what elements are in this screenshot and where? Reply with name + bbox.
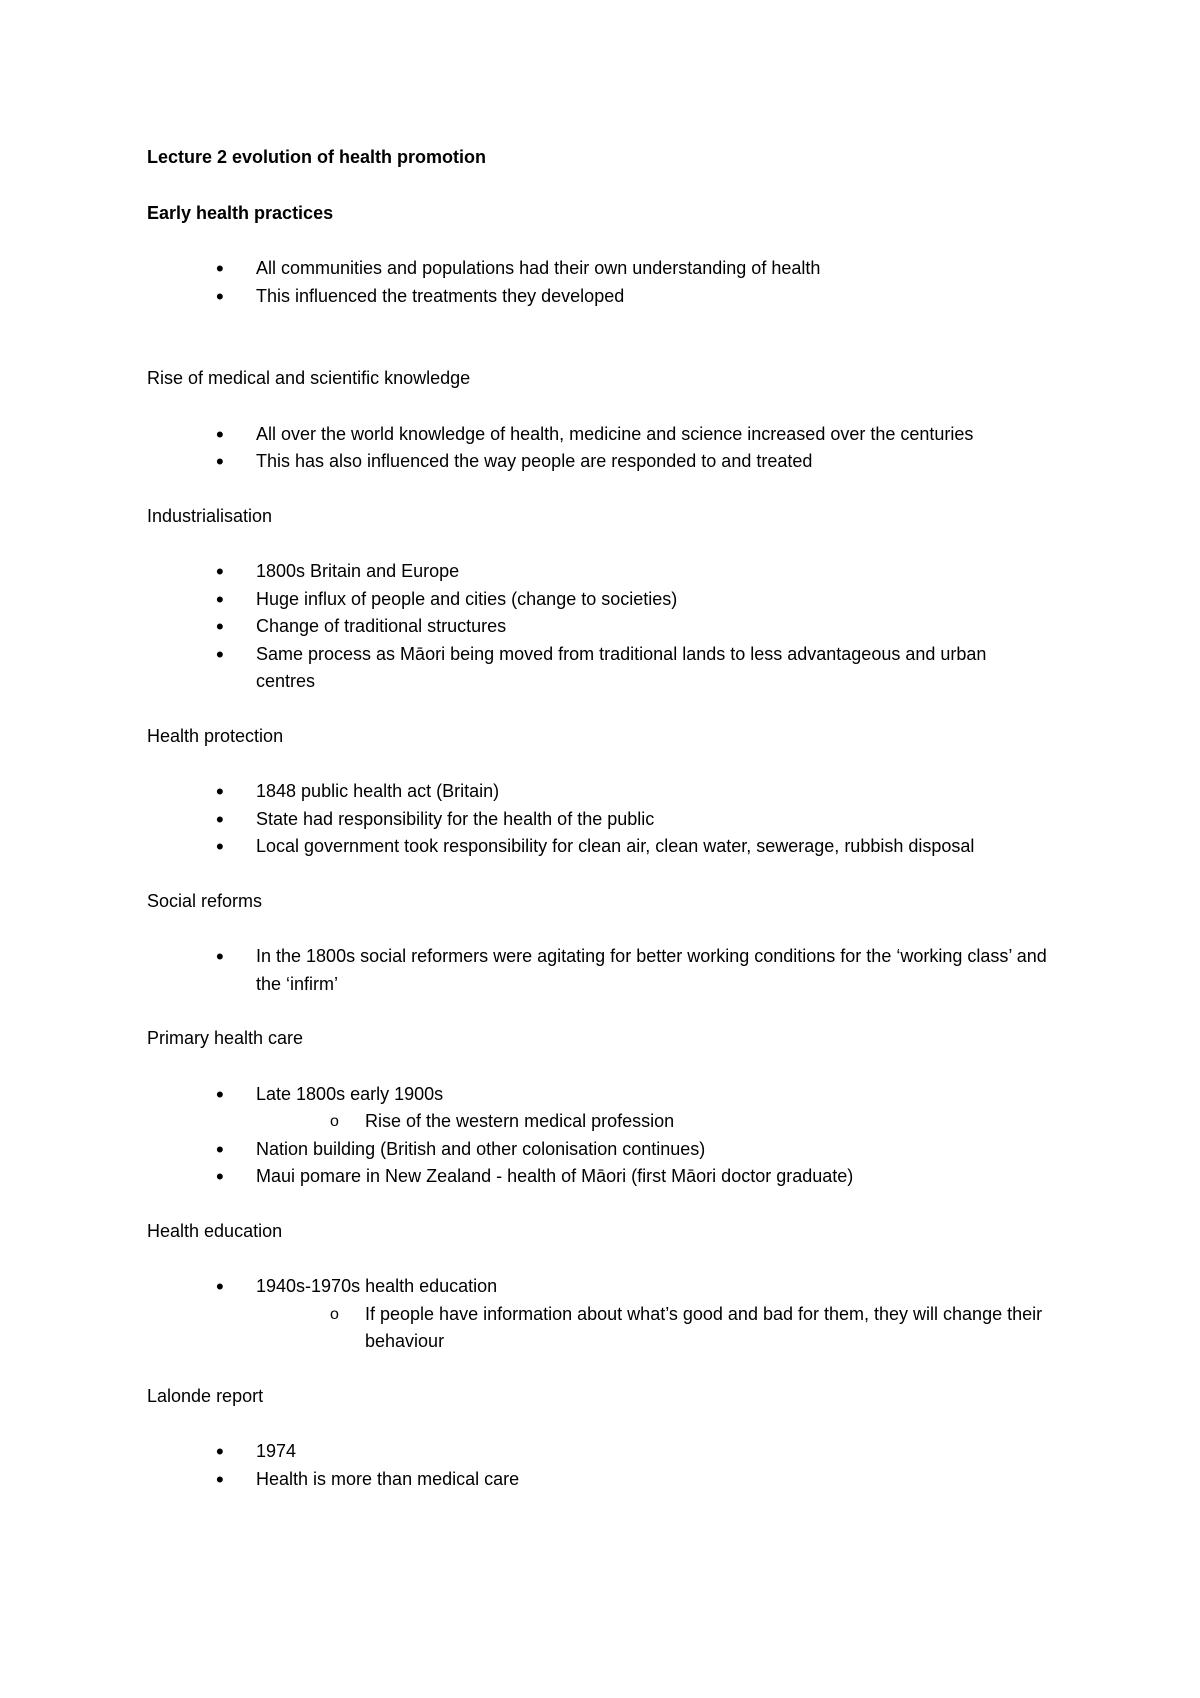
section-heading: Early health practices [147, 202, 334, 223]
section-heading: Rise of medical and scientific knowledge [147, 368, 471, 388]
section-heading: Health education [147, 1220, 283, 1241]
bullet-list [147, 558, 1047, 696]
bullet-list [147, 1438, 1047, 1493]
bullet-item [147, 1273, 1047, 1356]
bullet-item [147, 778, 1047, 806]
section-heading: Health protection [147, 725, 284, 746]
bullet-text: 1974 [256, 1441, 297, 1461]
bullet-item [147, 421, 1047, 449]
document-content [147, 144, 1047, 1520]
bullet-item [147, 586, 1047, 614]
bullet-item [147, 1438, 1047, 1466]
sub-bullet-item: o If people have information about what’s good and bad for them, they will change their behaviour [147, 1301, 1047, 1356]
bullet-item [147, 558, 1047, 586]
bullet-item [147, 1081, 1047, 1136]
bullet-item [147, 1163, 1047, 1191]
bullet-list [147, 943, 1047, 998]
sub-bullet-item: o Rise of the western medical profession [147, 1108, 1047, 1136]
bullet-list [147, 1273, 1047, 1356]
bullet-text: Late 1800s early 1900s [256, 1083, 444, 1104]
section-heading: Primary health care [147, 1028, 304, 1048]
bullet-item [147, 1466, 1047, 1494]
bullet-item [147, 255, 1047, 283]
bullet-text: Nation building (British and other colonisation continues) [256, 1138, 706, 1159]
bullet-text: Health is more than medical care [256, 1468, 520, 1489]
bullet-text: 1848 public health act (Britain) [256, 781, 500, 801]
sections-container [147, 200, 1047, 1494]
bullet-text: Huge influx of people and cities (change to societies) [256, 588, 678, 609]
bullet-item [147, 448, 1047, 476]
bullet-item [147, 833, 1047, 861]
bullet-item [147, 943, 1047, 998]
page-title: Lecture 2 evolution of health promotion [147, 147, 487, 167]
section-heading: Lalonde report [147, 1385, 264, 1406]
bullet-text: Same process as Māori being moved from traditional lands to less advantageous and urban centres [256, 643, 987, 691]
bullet-list [147, 778, 1047, 861]
bullet-text: In the 1800s social reformers were agitating for better working conditions for the ‘working class’ and the ‘infirm’ [256, 946, 1047, 994]
bullet-item [147, 1136, 1047, 1164]
bullet-text: 1800s Britain and Europe [256, 561, 460, 581]
bullet-item [147, 806, 1047, 834]
bullet-list [147, 421, 1047, 476]
bullet-text: This has also influenced the way people are responded to and treated [256, 451, 813, 471]
sub-bullet-list [256, 1108, 1047, 1136]
bullet-text: Change of traditional structures [256, 616, 507, 636]
sub-bullet-list [256, 1301, 1047, 1356]
bullet-text: Maui pomare in New Zealand - health of Māori (first Māori doctor graduate) [256, 1166, 854, 1186]
bullet-text: This influenced the treatments they developed [256, 285, 625, 306]
bullet-text: All over the world knowledge of health, medicine and science increased over the centuries [256, 423, 974, 444]
bullet-list [147, 1081, 1047, 1191]
section-heading: Industrialisation [147, 505, 273, 526]
bullet-list [147, 255, 1047, 310]
bullet-text: Local government took responsibility for clean air, clean water, sewerage, rubbish disposal [256, 836, 975, 856]
bullet-text: State had responsibility for the health of the public [256, 808, 655, 829]
section-heading: Social reforms [147, 890, 263, 911]
bullet-text: All communities and populations had their own understanding of health [256, 258, 821, 278]
bullet-item [147, 283, 1047, 311]
bullet-item [147, 613, 1047, 641]
bullet-item [147, 641, 1047, 696]
bullet-text: 1940s-1970s health education [256, 1276, 498, 1296]
spacer [147, 337, 1047, 365]
